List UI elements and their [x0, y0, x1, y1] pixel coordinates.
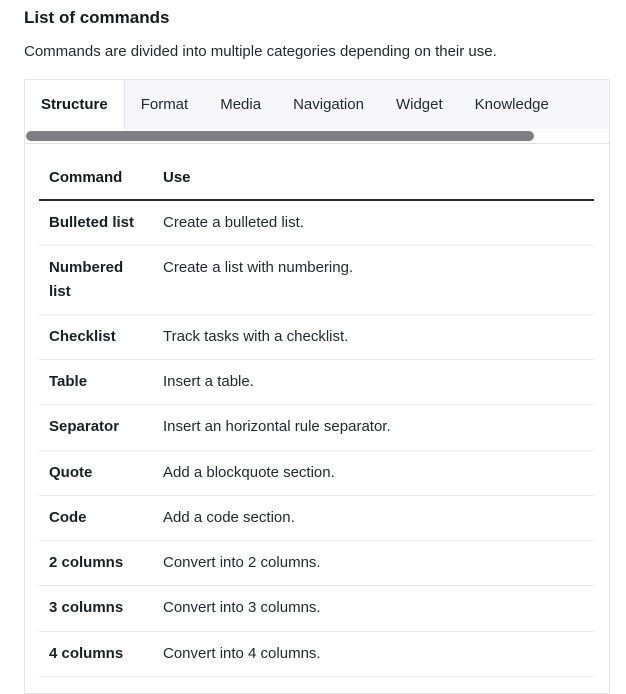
table-header-row	[39, 159, 594, 200]
use-cell: Track tasks with a checklist.	[153, 314, 594, 359]
tab-media[interactable]: Media	[204, 80, 277, 129]
command-cell: 2 columns	[39, 541, 153, 586]
tab-structure[interactable]: Structure	[25, 80, 125, 129]
command-cell: Separator	[39, 405, 153, 450]
use-cell: Convert into 2 columns.	[153, 541, 594, 586]
use-cell: Convert into 4 columns.	[153, 631, 594, 676]
use-column-header: Use	[153, 159, 594, 200]
command-column-header: Command	[39, 159, 153, 200]
table-row	[39, 314, 594, 359]
tab-panel-structure	[25, 144, 609, 693]
scrollbar-thumb[interactable]	[26, 131, 534, 141]
command-cell: Numbered list	[39, 246, 153, 315]
use-cell: Insert an horizontal rule separator.	[153, 405, 594, 450]
table-row	[39, 200, 594, 246]
table-row	[39, 631, 594, 676]
tab-widget[interactable]: Widget	[380, 80, 459, 129]
table-row	[39, 541, 594, 586]
tab-format[interactable]: Format	[125, 80, 205, 129]
table-row	[39, 450, 594, 495]
table-row	[39, 495, 594, 540]
use-cell: Create a list with numbering.	[153, 246, 594, 315]
command-cell: Table	[39, 360, 153, 405]
tab-bar	[25, 80, 609, 129]
use-cell: Add a code section.	[153, 495, 594, 540]
table-row	[39, 360, 594, 405]
table-row	[39, 405, 594, 450]
command-cell: Bulleted list	[39, 200, 153, 246]
commands-widget	[24, 79, 610, 694]
command-cell: 4 columns	[39, 631, 153, 676]
command-cell: Quote	[39, 450, 153, 495]
commands-table	[39, 159, 594, 677]
tabs-horizontal-scrollbar[interactable]	[25, 129, 609, 144]
table-row	[39, 246, 594, 315]
command-cell: Code	[39, 495, 153, 540]
tab-navigation[interactable]: Navigation	[277, 80, 380, 129]
table-row	[39, 586, 594, 631]
page-subtitle: Commands are divided into multiple categories depending on their use.	[24, 43, 497, 60]
use-cell: Convert into 3 columns.	[153, 586, 594, 631]
tab-knowledge[interactable]: Knowledge	[459, 80, 565, 129]
command-cell: Checklist	[39, 314, 153, 359]
use-cell: Add a blockquote section.	[153, 450, 594, 495]
page-title: List of commands	[24, 8, 170, 27]
use-cell: Insert a table.	[153, 360, 594, 405]
command-cell: 3 columns	[39, 586, 153, 631]
use-cell: Create a bulleted list.	[153, 200, 594, 246]
